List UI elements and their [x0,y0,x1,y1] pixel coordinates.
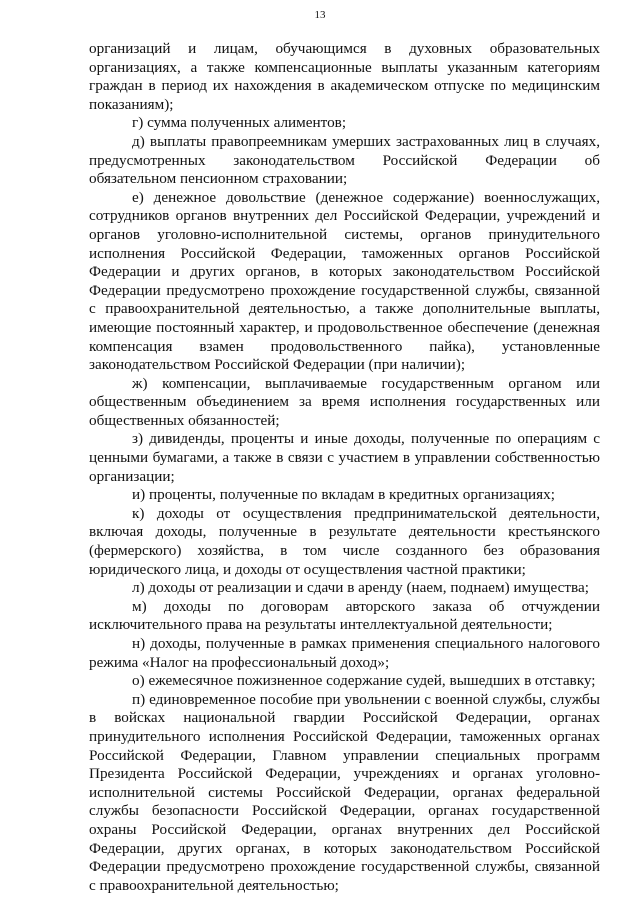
text-line: в войсках национальной гвардии Российской Федерации, органах [89,709,600,727]
text-line: п) единовременное пособие при увольнении с военной службы, службы [132,690,600,708]
text-line: ж) компенсации, выплачиваемые государственным органом или [132,374,600,392]
text-line: включая доходы, полученные в результате деятельности крестьянского [89,523,600,541]
text-line: органов уголовно-исполнительной системы, органов принудительного [89,225,600,243]
text-line: г) сумма полученных алиментов; [132,114,347,132]
text-line: обязательном пенсионном страховании; [89,170,348,188]
text-line: о) ежемесячное пожизненное содержание судей, вышедших в отставку; [132,672,596,690]
text-line: организациях, а также компенсационные выплаты указанным категориям [89,58,600,76]
text-line: Федерации, других органах, в которых законодательством Российской [89,839,600,857]
text-line: Федерации и других органов, в которых законодательством Российской [89,263,600,281]
text-line: службы безопасности Российской Федерации, органах государственной [89,802,600,820]
text-line: (фермерского) хозяйства, в том числе созданного без образования [89,542,600,560]
text-line: законодательством Российской Федерации (при наличии); [89,356,466,374]
text-line: н) доходы, полученные в рамках применения специального налогового [132,635,600,652]
text-line: имеющие постоянный характер, и продовольственное обеспечение (денежная [89,318,600,336]
text-line: с правоохранительной деятельностью; [89,876,339,894]
text-line: общественных обязанностей; [89,411,280,429]
text-line: м) доходы по договорам авторского заказа об отчуждении [132,597,600,615]
text-line: показаниям); [89,95,174,113]
text-line: исполнения Российской Федерации, таможенных органов Российской [89,244,600,262]
text-line: компенсация взамен продовольственного пайка), установленные [89,337,600,355]
text-line: Президента Российской Федерации, учреждениях и органах уголовно- [89,765,600,783]
text-line: е) денежное довольствие (денежное содержание) военнослужащих, [132,188,600,206]
text-line: с правоохранительной деятельностью, а также дополнительные выплаты, [89,300,600,318]
text-line: Федерации предусмотрено прохождение государственной службы, связанной [89,281,600,299]
text-line: исполнительной системы Российской Федерации, органах федеральной [89,783,600,801]
text-line: Федерации предусмотрено прохождение государственной службы, связанной [89,858,600,876]
text-line: режима «Налог на профессиональный доход»; [89,653,390,671]
text-line: д) выплаты правопреемникам умерших застрахованных лиц в случаях, [132,132,600,150]
text-line: Российской Федерации, Главном управлении специальных программ [89,746,600,764]
text-line: организаций и лицам, обучающимся в духовных образовательных [89,40,600,57]
text-line: ценными бумагами, а также в связи с участием в управлении собственностью [89,449,600,467]
text-line: исключительного права на результаты интеллектуальной деятельности; [89,616,553,634]
text-line: охраны Российской Федерации, органах внутренних дел Российской [89,820,600,838]
text-line: организации; [89,467,175,485]
text-line: принудительного исполнения Российской Федерации, таможенных органах [89,727,600,745]
text-line: граждан в период их нахождения в академическом отпуске по медицинским [89,77,600,95]
text-line: к) доходы от осуществления предпринимательской деятельности, [132,504,600,522]
document-body [89,40,600,895]
text-line: сотрудников органов внутренних дел Российской Федерации, учреждений и [89,207,600,225]
text-line: общественным объединением за время исполнения государственных или [89,393,600,411]
text-line: л) доходы от реализации и сдачи в аренду (наем, поднаем) имущества; [132,579,589,597]
page-number: 13 [314,9,326,21]
text-line: предусмотренных законодательством Российской Федерации об [89,151,600,169]
text-line: и) проценты, полученные по вкладам в кредитных организациях; [132,486,555,504]
text-line: юридического лица, и доходы от осуществления частной практики; [89,560,526,578]
text-line: з) дивиденды, проценты и иные доходы, полученные по операциям с [132,430,600,448]
